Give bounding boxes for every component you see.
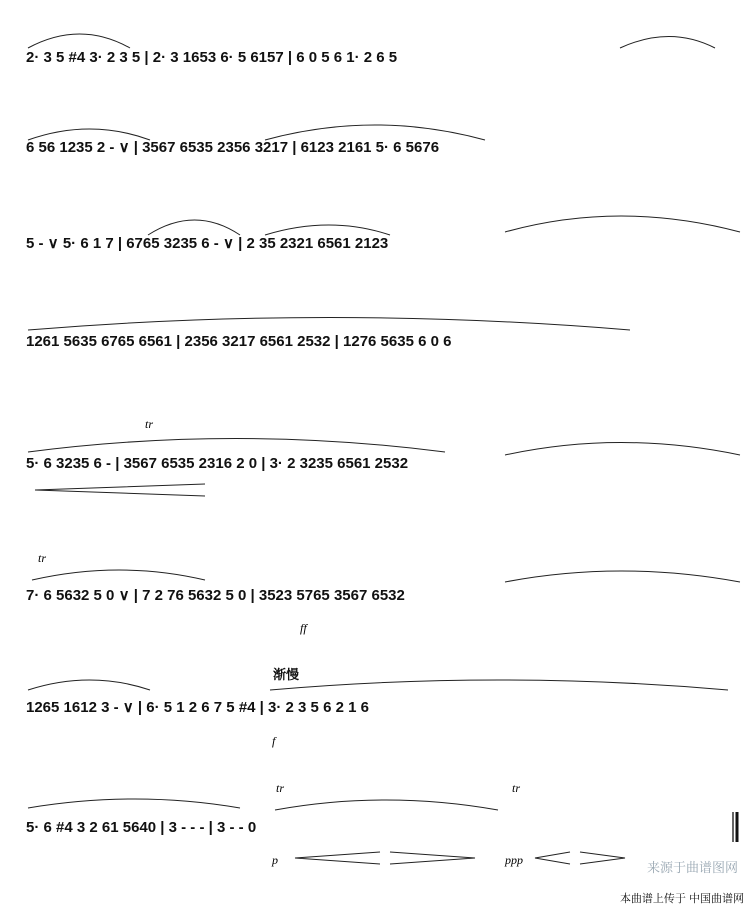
dynamic-p: p (272, 853, 278, 867)
watermark: 来源于曲谱图网 (646, 860, 738, 875)
row-notes: 2· 3 5 #4 3· 2 3 5 | 2· 3 1653 6· 5 6157 | 6 0 5 6 1· 2 6 5 (26, 49, 398, 66)
slur (28, 799, 240, 808)
trill-mark: tr (276, 781, 285, 795)
row-notes: 1261 5635 6765 6561 | 2356 3217 6561 2532 | 1276 5635 6 0 6 (26, 333, 452, 350)
dynamic-f: f (272, 734, 276, 748)
slur (275, 800, 498, 810)
slur (32, 570, 205, 580)
slur (28, 318, 630, 331)
staff-row-7 (26, 680, 728, 748)
decrescendo (390, 852, 475, 864)
staff-row-8 (26, 781, 625, 867)
row-notes: 1265 1612 3 - ∨ | 6· 5 1 2 6 7 5 #4 | 3· 2 3 5 6 2 1 6 (26, 699, 369, 716)
slur (505, 216, 740, 232)
slur (28, 439, 445, 453)
staff-row-1 (26, 34, 715, 66)
crescendo (295, 852, 380, 864)
tempo-mark: 渐慢 (273, 667, 300, 682)
dynamic-ff: ff (300, 621, 307, 635)
slur (28, 34, 130, 48)
slur (265, 225, 390, 235)
crescendo (35, 484, 205, 496)
decrescendo (580, 852, 625, 864)
slur (265, 125, 485, 140)
dynamic-ppp: ppp (505, 853, 523, 867)
slur (620, 37, 715, 49)
slur (28, 680, 150, 690)
slur (505, 443, 740, 456)
staff-row-2 (26, 125, 485, 156)
trill-mark: tr (145, 417, 154, 431)
crescendo (535, 852, 570, 864)
row-notes: 5· 6 3235 6 - | 3567 6535 2316 2 0 | 3· 2 3235 6561 2532 (26, 455, 409, 472)
staff-row-5 (26, 417, 740, 496)
staff-row-6 (26, 551, 740, 635)
staff-row-3 (26, 216, 740, 252)
slur (505, 571, 740, 582)
row-notes: 6 56 1235 2 - ∨ | 3567 6535 2356 3217 | 6123 2161 5· 6 5676 (26, 139, 440, 156)
slur (148, 220, 240, 235)
trill-mark: tr (38, 551, 47, 565)
row-notes: 7· 6 5632 5 0 ∨ | 7 2 76 5632 5 0 | 3523 5765 3567 6532 (26, 587, 405, 604)
footer-credit: 本曲谱上传于 中国曲谱网 (619, 893, 744, 905)
trill-mark: tr (512, 781, 521, 795)
row-notes: 5 - ∨ 5· 6 1 7 | 6765 3235 6 - ∨ | 2 35 2321 6561 2123 (26, 235, 389, 252)
staff-row-4 (26, 318, 630, 351)
row-notes: 5· 6 #4 3 2 61 5640 | 3 - - - | 3 - - 0 (26, 819, 257, 836)
slur (270, 680, 728, 690)
